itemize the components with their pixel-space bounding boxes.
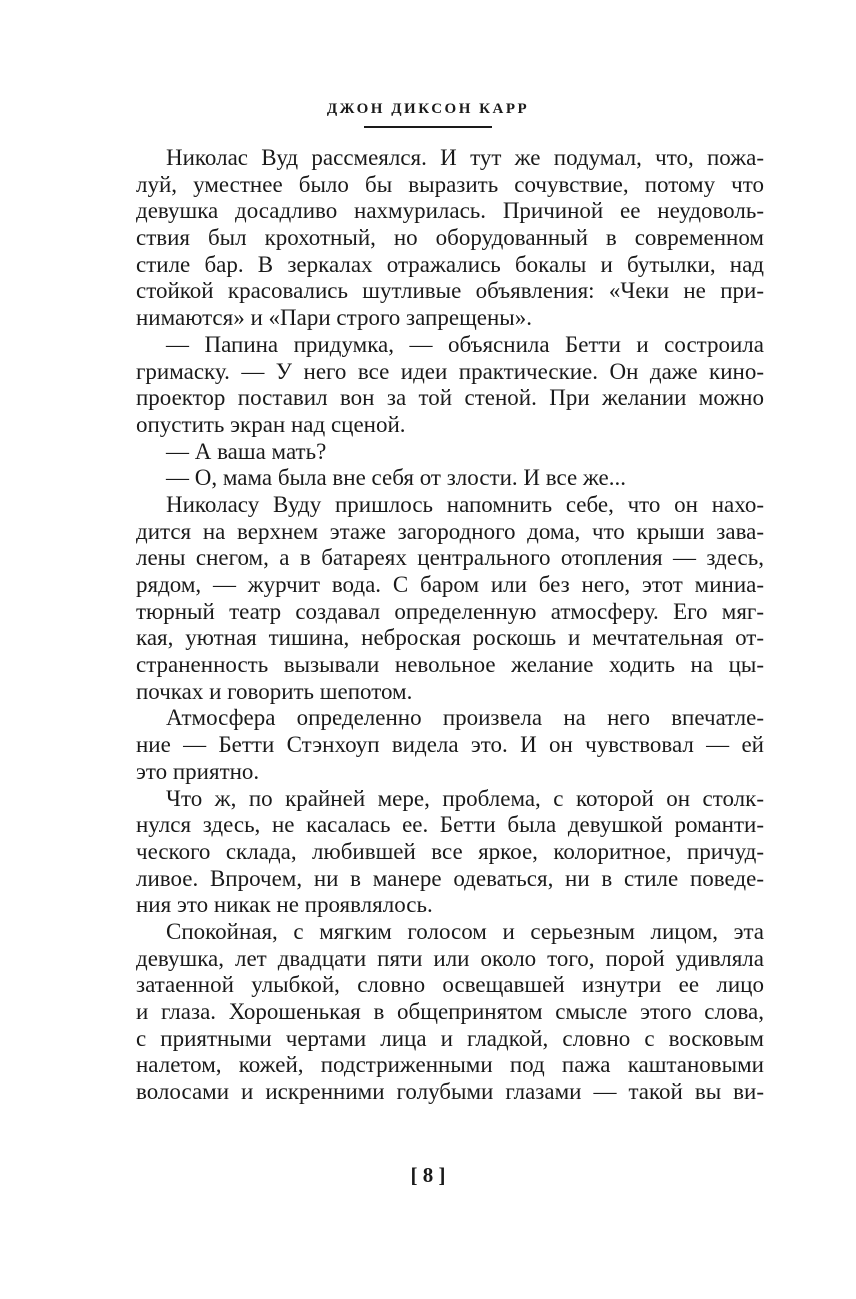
text-line: — А ваша мать? bbox=[166, 438, 327, 464]
text-line: — Папина придумка, — объяснила Бетти и состроила bbox=[166, 331, 764, 357]
text-line: ствия был крохотный, но оборудованный в современном bbox=[136, 225, 764, 251]
text-line: стойкой красовались шутливые объявления: «Чеки не при- bbox=[136, 278, 764, 304]
text-line: лены снегом, а в батареях центрального отопления — здесь, bbox=[136, 545, 764, 571]
text-line: кая, уютная тишина, неброская роскошь и мечтательная от- bbox=[136, 625, 764, 651]
text-line: опустить экран над сценой. bbox=[136, 411, 406, 437]
text-line: проектор поставил вон за той стеной. При желании можно bbox=[136, 385, 764, 411]
text-line: Спокойная, с мягким голосом и серьезным лицом, эта bbox=[166, 918, 764, 944]
text-line: и глаза. Хорошенькая в общепринятом смысле этого слова, bbox=[136, 999, 764, 1024]
text-line: Атмосфера определенно произвела на него впечатле- bbox=[166, 705, 764, 731]
text-line: тюрный театр создавал определенную атмосферу. Его мяг- bbox=[136, 598, 764, 624]
text-line: ческого склада, любившей все яркое, колоритное, причуд- bbox=[136, 838, 764, 864]
text-line: Что ж, по крайней мере, проблема, с которой он столк- bbox=[166, 785, 764, 811]
text-line: гримаску. — У него все идеи практические. Он даже кино- bbox=[136, 358, 764, 384]
page-number: [ 8 ] bbox=[410, 1163, 446, 1187]
text-line: это приятно. bbox=[136, 758, 260, 784]
text-line: нулся здесь, не касалась ее. Бетти была девушкой романти- bbox=[136, 812, 764, 838]
header-rule bbox=[364, 126, 492, 128]
body-text bbox=[136, 145, 764, 1106]
text-line: налетом, кожей, подстриженными под пажа каштановыми bbox=[136, 1052, 764, 1078]
text-line: рядом, — журчит вода. С баром или без него, этот миниа- bbox=[136, 572, 764, 597]
text-line: волосами и искренними голубыми глазами — такой вы ви- bbox=[136, 1079, 764, 1105]
text-line: ние — Бетти Стэнхоуп видела это. И он чувствовал — ей bbox=[136, 732, 764, 758]
text-line: луй, уместнее было бы выразить сочувствие, потому что bbox=[136, 171, 764, 197]
running-header bbox=[0, 100, 856, 128]
text-line: Николасу Вуду пришлось напомнить себе, что он нахо- bbox=[166, 491, 764, 517]
book-author-title: ДЖОН ДИКСОН КАРР bbox=[326, 101, 530, 117]
text-line: затаенной улыбкой, словно освещавшей изнутри ее лицо bbox=[136, 972, 764, 998]
text-line: — О, мама была вне себя от злости. И все же... bbox=[166, 465, 626, 491]
text-line: дится на верхнем этаже загородного дома, что крыши зава- bbox=[136, 518, 764, 544]
text-line: девушка, лет двадцати пяти или около того, порой удивляла bbox=[136, 945, 764, 971]
text-line: ния это никак не проявлялось. bbox=[136, 892, 433, 918]
text-line: девушка досадливо нахмурилась. Причиной ее неудоволь- bbox=[136, 198, 764, 224]
text-line: с приятными чертами лица и гладкой, словно с восковым bbox=[136, 1025, 764, 1051]
text-line: стиле бар. В зеркалах отражались бокалы и бутылки, над bbox=[136, 251, 764, 277]
text-line: Николас Вуд рассмеялся. И тут же подумал, что, пожа- bbox=[166, 145, 764, 170]
text-line: нимаются» и «Пари строго запрещены». bbox=[136, 305, 532, 331]
text-line: почках и говорить шепотом. bbox=[136, 678, 413, 704]
text-line: ливое. Впрочем, ни в манере одеваться, ни в стиле поведе- bbox=[136, 865, 764, 891]
text-line: страненность вызывали невольное желание ходить на цы- bbox=[136, 652, 764, 678]
